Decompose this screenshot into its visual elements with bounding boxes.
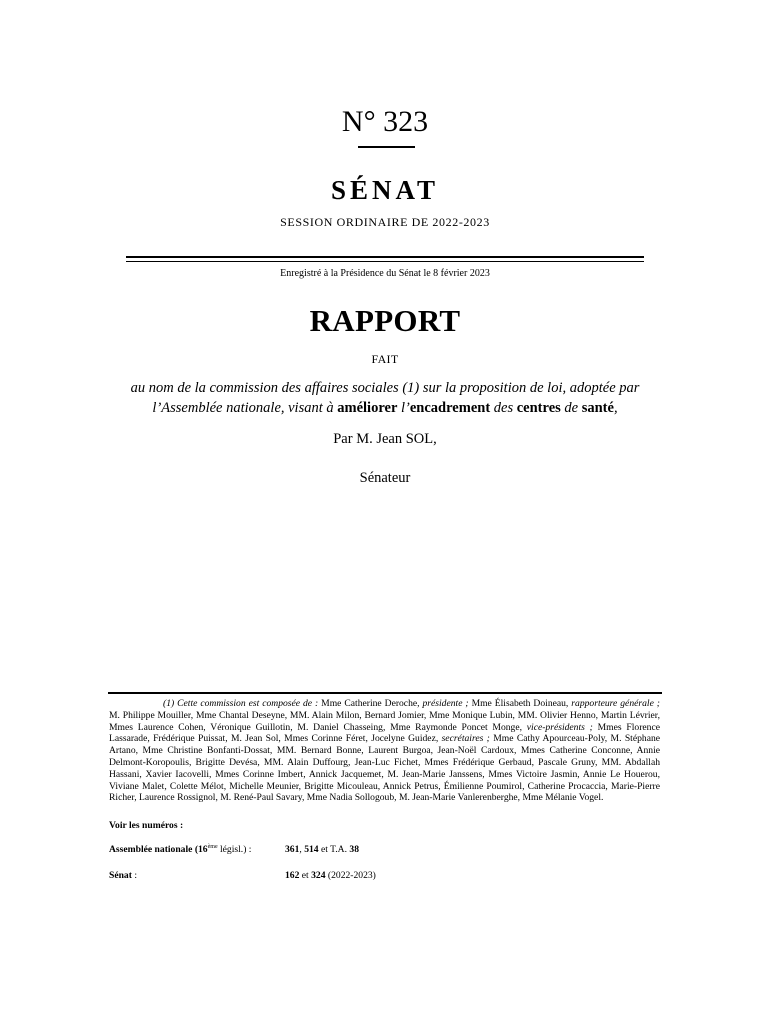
footnote-text-5: Mme Cathy Apourceau-Poly, M. Stéphane Artano, Mme Christine Bonfanti-Dossat, MM. Bernard Bonne, Laurent Burgoa, Jean-Noël Cardoux, Mmes Catherine Conconne, Annie Delmont-Koropoulis, Brigitte Devésa, MM. Alain Duffourg, Jean-Luc Fichet, Mmes Frédérique Gerbaud, Pascale Gruny, MM. Abdallah Hassani, Xavier Iacovelli, Mmes Corinne Imbert, Annick Jacquemet, M. Jean-Marie Janssens, Mmes Victoire Jasmin, Annie Le Houerou, Viviane Malet, Colette Mélot, Michelle Meunier, Brigitte Micouleau, Annick Petrus, Émilienne Poumirol, Catherine Procaccia, Marie-Pierre Richer, Laurence Rossignol, M. René-Paul Savary, Mme Nadia Sollogoub, M. Jean-Marie Vanlerenberghe, Mme Mélanie Vogel. xyxy=(109,733,661,804)
an-sep-1: , xyxy=(299,844,305,855)
assemblee-close: législ.) : xyxy=(217,844,252,855)
description-text: au nom de la commission des affaires sociales (1) sur la proposition de loi, adoptée par l’Assemblée nationale, visant à xyxy=(130,380,640,416)
report-description xyxy=(106,378,664,418)
an-number-2: 514 xyxy=(304,844,319,855)
senat-number-1: 162 xyxy=(285,870,300,881)
header-rule-thick xyxy=(126,256,644,258)
registration-line: Enregistré à la Présidence du Sénat le 8 février 2023 xyxy=(280,268,490,279)
senat-colon: : xyxy=(131,870,137,881)
senat-name: Sénat xyxy=(109,870,132,881)
footnote-text-4: Mmes Florence Lassarade, Frédérique Puissat, M. Jean Sol, Mmes Corinne Féret, Jocelyne Guidez, xyxy=(109,721,660,745)
reference-senat-label xyxy=(109,870,137,882)
description-sep-2: des xyxy=(490,400,517,416)
reference-senat-numbers xyxy=(285,870,376,882)
footnote-role-vp: vice-présidents ; xyxy=(526,721,593,733)
keyword-centres: centres xyxy=(516,400,561,416)
reference-assemblee-numbers xyxy=(285,844,359,856)
commission-footnote xyxy=(109,698,660,804)
number-underline xyxy=(358,146,415,148)
assemblee-open: (16 xyxy=(192,844,208,855)
an-number-3: 38 xyxy=(349,844,359,855)
document-number: N° 323 xyxy=(341,105,429,138)
footnote-text-2: Mme Élisabeth Doineau, xyxy=(468,698,572,709)
footnote-role-rapporteure: rapporteure générale ; xyxy=(571,698,660,709)
assemblee-name: Assemblée nationale xyxy=(109,844,193,855)
keyword-encadrement: encadrement xyxy=(409,400,491,416)
header-rule-thin xyxy=(126,261,644,262)
description-sep-1: l’ xyxy=(397,400,410,416)
assemblee-sup: ème xyxy=(207,844,218,850)
references-heading: Voir les numéros : xyxy=(109,820,184,831)
an-sep-2: et T.A. xyxy=(318,844,350,855)
keyword-ameliorer: améliorer xyxy=(337,400,398,416)
keyword-sante: santé xyxy=(581,400,614,416)
author-role: Sénateur xyxy=(359,470,411,486)
footnote-rule xyxy=(108,692,662,694)
description-sep-3: de xyxy=(560,400,582,416)
senat-sep-1: et xyxy=(299,870,312,881)
report-title: RAPPORT xyxy=(309,303,461,338)
footnote-intro: (1) Cette commission est composée de : xyxy=(163,698,319,709)
made-label: FAIT xyxy=(371,352,399,366)
senat-suffix: (2022-2023) xyxy=(325,870,376,881)
senat-number-2: 324 xyxy=(311,870,326,881)
an-number-1: 361 xyxy=(285,844,300,855)
report-author: Par M. Jean SOL, xyxy=(333,431,437,447)
chamber-title: SÉNAT xyxy=(330,175,440,205)
footnote-text-3: M. Philippe Mouiller, Mme Chantal Deseyne, MM. Alain Milon, Bernard Jomier, Mme Monique Lubin, MM. Olivier Henno, Martin Lévrier, Mmes Laurence Cohen, Véronique Guillotin, M. Daniel Chasseing, Mme Raymonde Poncet Monge, xyxy=(109,709,660,733)
reference-assemblee-label xyxy=(109,844,251,856)
session-line: SESSION ORDINAIRE DE 2022-2023 xyxy=(280,215,490,229)
footnote-role-presidente: présidente ; xyxy=(422,698,469,709)
footnote-text-1: Mme Catherine Deroche, xyxy=(318,698,423,709)
footnote-role-secretaires: secrétaires ; xyxy=(441,733,490,745)
description-end: , xyxy=(613,400,618,416)
